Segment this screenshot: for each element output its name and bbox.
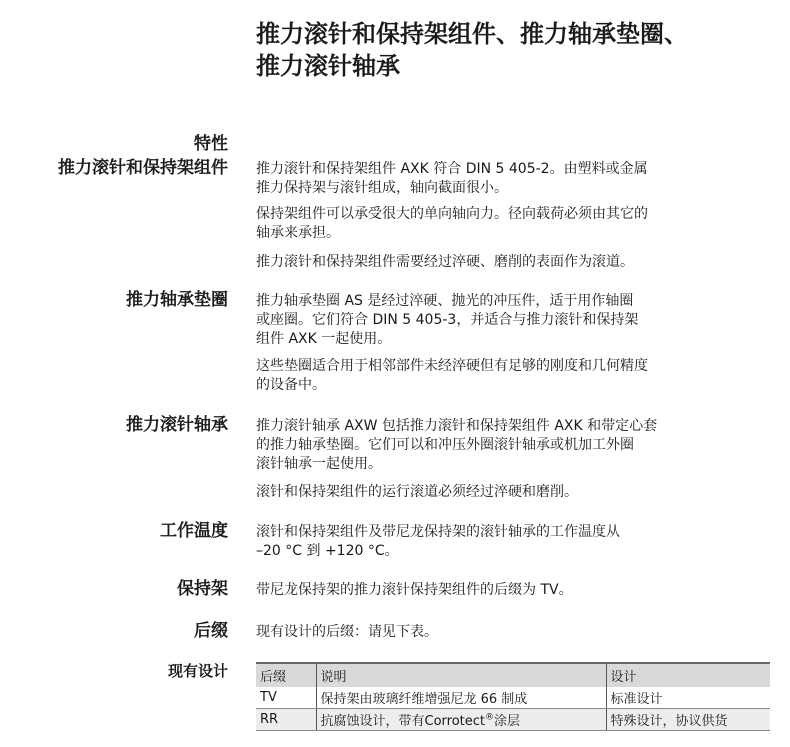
table-header-description: 说明 (316, 663, 606, 687)
text-line: 推力滚针和保持架组件 AXK 符合 DIN 5 405-2。由塑料或金属 (256, 161, 648, 177)
suffix-label: 后缀 (194, 621, 228, 641)
cage-assembly-para-3 (256, 253, 776, 272)
text-line: 轴承来承担。 (256, 225, 340, 241)
temperature-label: 工作温度 (160, 521, 228, 541)
table-header-row (256, 663, 770, 687)
table-row (256, 687, 770, 709)
washers-para-2 (256, 357, 776, 395)
table-cell-suffix: RR (256, 709, 316, 731)
bearings-para-2 (256, 483, 776, 502)
text-line: 的推力轴承垫圈。它们可以和冲压外圈滚针轴承或机加工外圈 (256, 437, 634, 453)
text-line: 带尼龙保持架的推力滚针保持架组件的后缀为 TV。 (256, 582, 573, 598)
washers-para-1 (256, 292, 776, 349)
washers-label: 推力轴承垫圈 (126, 290, 228, 310)
temperature-para (256, 523, 776, 561)
description-text: 抗腐蚀设计，带有Corrotect (320, 714, 485, 729)
features-heading: 特性 (194, 134, 228, 154)
text-line: 保持架组件可以承受很大的单向轴向力。径向载荷必须由其它的 (256, 206, 648, 222)
text-line: 或座圈。它们符合 DIN 5 405-3，并适合与推力滚针和保持架 (256, 312, 639, 328)
cage-para (256, 581, 776, 600)
page-title-line-2: 推力滚针轴承 (256, 52, 400, 80)
cage-label: 保持架 (177, 579, 228, 599)
bearings-label: 推力滚针轴承 (126, 415, 228, 435)
table-header-design: 设计 (606, 663, 770, 687)
table-row (256, 709, 770, 731)
cage-assembly-para-1 (256, 160, 776, 198)
table-cell-description: 保持架由玻璃纤维增强尼龙 66 制成 (316, 687, 606, 709)
suffix-table (256, 662, 770, 731)
text-line: 滚针轴承一起使用。 (256, 456, 382, 472)
table-cell-design: 特殊设计，协议供货 (606, 709, 770, 731)
suffix-para (256, 623, 776, 642)
description-tail: 涂层 (494, 714, 521, 729)
text-line: –20 °C 到 +120 °C。 (256, 543, 399, 559)
bearings-para-1 (256, 417, 776, 474)
page-title (256, 18, 776, 82)
current-design-label: 现有设计 (167, 662, 228, 680)
cage-assembly-para-2 (256, 205, 776, 243)
text-line: 推力保持架与滚针组成，轴向截面很小。 (256, 180, 508, 196)
table-header-suffix: 后缀 (256, 663, 316, 687)
text-line: 现有设计的后缀：请见下表。 (256, 624, 438, 640)
text-line: 推力滚针轴承 AXW 包括推力滚针和保持架组件 AXK 和带定心套 (256, 418, 658, 434)
cage-assembly-label: 推力滚针和保持架组件 (58, 158, 228, 178)
text-line: 滚针和保持架组件的运行滚道必须经过淬硬和磨削。 (256, 484, 578, 500)
table-cell-suffix: TV (256, 687, 316, 709)
text-line: 的设备中。 (256, 377, 326, 393)
text-line: 滚针和保持架组件及带尼龙保持架的滚针轴承的工作温度从 (256, 524, 620, 540)
table-cell-design: 标准设计 (606, 687, 770, 709)
page-title-line-1: 推力滚针和保持架组件、推力轴承垫圈、 (256, 20, 688, 48)
table-cell-description (316, 709, 606, 731)
text-line: 推力轴承垫圈 AS 是经过淬硬、抛光的冲压件，适于用作轴圈 (256, 293, 634, 309)
registered-mark: ® (485, 712, 494, 723)
text-line: 组件 AXK 一起使用。 (256, 331, 392, 347)
text-line: 这些垫圈适合用于相邻部件未经淬硬但有足够的刚度和几何精度 (256, 358, 648, 374)
text-line: 推力滚针和保持架组件需要经过淬硬、磨削的表面作为滚道。 (256, 254, 634, 270)
